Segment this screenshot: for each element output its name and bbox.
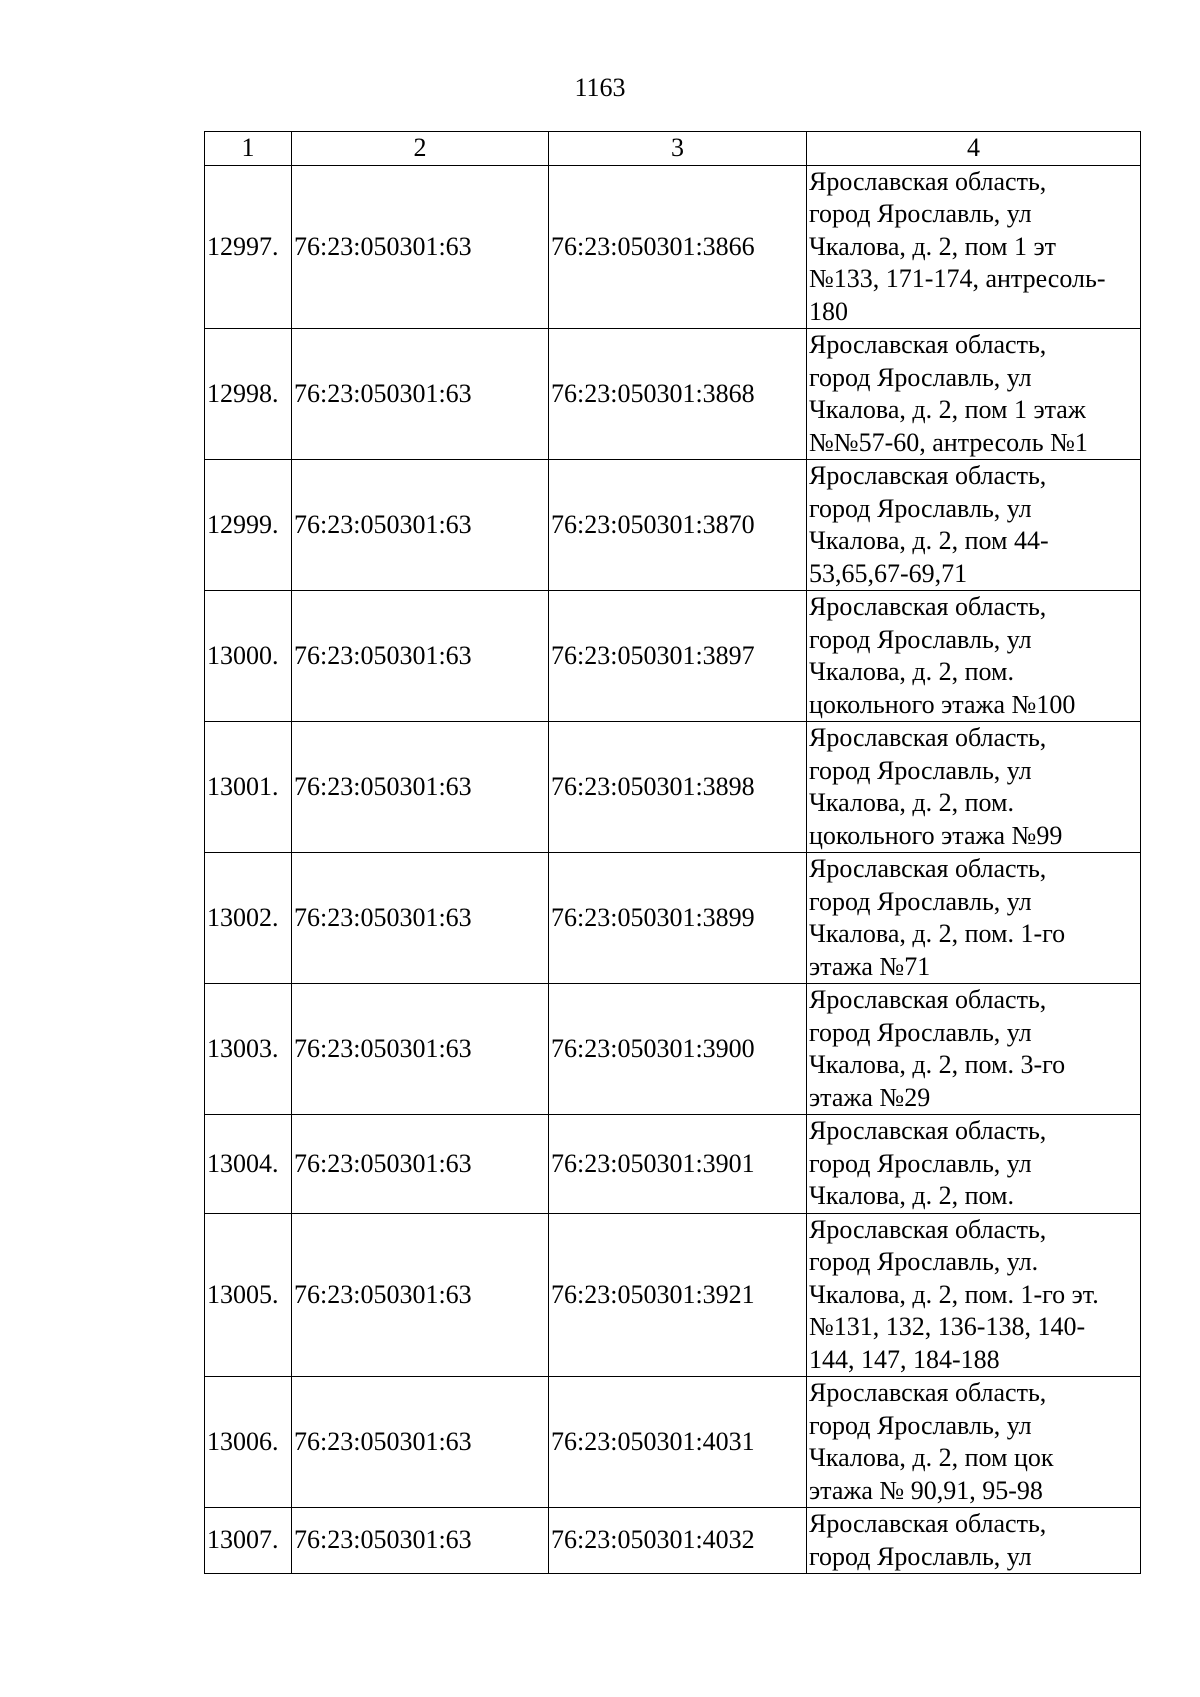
- cadastral-number-parent: 76:23:050301:63: [292, 1508, 549, 1574]
- address: Ярославская область, город Ярославль, ул Чкалова, д. 2, пом. цокольного этажа №99: [807, 722, 1141, 853]
- table-row: [205, 591, 1141, 722]
- table-row: [205, 1377, 1141, 1508]
- table-row: [205, 1508, 1141, 1574]
- page-number: 1163: [574, 73, 626, 102]
- cadastral-number: 76:23:050301:3898: [549, 722, 807, 853]
- cadastral-number-parent: 76:23:050301:63: [292, 853, 549, 984]
- address: Ярославская область, город Ярославль, ул: [807, 1508, 1141, 1574]
- row-number: 13000.: [205, 591, 292, 722]
- address: Ярославская область, город Ярославль, ул Чкалова, д. 2, пом 1 этаж №№57-60, антресоль №1: [807, 329, 1141, 460]
- cadastral-number: 76:23:050301:3901: [549, 1115, 807, 1214]
- column-header-2: 2: [292, 132, 549, 166]
- cadastral-number: 76:23:050301:3921: [549, 1213, 807, 1377]
- row-number: 13007.: [205, 1508, 292, 1574]
- address: Ярославская область, город Ярославль, ул Чкалова, д. 2, пом.: [807, 1115, 1141, 1214]
- cadastral-number-parent: 76:23:050301:63: [292, 329, 549, 460]
- cadastral-number-parent: 76:23:050301:63: [292, 1377, 549, 1508]
- row-number: 13006.: [205, 1377, 292, 1508]
- cadastral-number: 76:23:050301:3900: [549, 984, 807, 1115]
- cadastral-number-parent: 76:23:050301:63: [292, 1213, 549, 1377]
- table-row: [205, 722, 1141, 853]
- cadastral-number: 76:23:050301:3897: [549, 591, 807, 722]
- table-header-row: [205, 132, 1141, 166]
- cadastral-number-parent: 76:23:050301:63: [292, 591, 549, 722]
- table-row: [205, 165, 1141, 329]
- address: Ярославская область, город Ярославль, ул Чкалова, д. 2, пом 44- 53,65,67-69,71: [807, 460, 1141, 591]
- row-number: 13001.: [205, 722, 292, 853]
- table-row: [205, 1115, 1141, 1214]
- cadastral-number: 76:23:050301:4032: [549, 1508, 807, 1574]
- cadastral-number-parent: 76:23:050301:63: [292, 460, 549, 591]
- row-number: 13003.: [205, 984, 292, 1115]
- address: Ярославская область, город Ярославль, ул Чкалова, д. 2, пом 1 эт №133, 171-174, антресоль- 180: [807, 165, 1141, 329]
- row-number: 13005.: [205, 1213, 292, 1377]
- address: Ярославская область, город Ярославль, ул. Чкалова, д. 2, пом. 1-го эт. №131, 132, 136-138, 140- 144, 147, 184-188: [807, 1213, 1141, 1377]
- address: Ярославская область, город Ярославль, ул Чкалова, д. 2, пом. цокольного этажа №100: [807, 591, 1141, 722]
- column-header-4: 4: [807, 132, 1141, 166]
- table-row: [205, 984, 1141, 1115]
- row-number: 13004.: [205, 1115, 292, 1214]
- cadastral-number: 76:23:050301:3870: [549, 460, 807, 591]
- row-number: 12999.: [205, 460, 292, 591]
- table-row: [205, 329, 1141, 460]
- row-number: 12997.: [205, 165, 292, 329]
- cadastral-number: 76:23:050301:4031: [549, 1377, 807, 1508]
- column-header-3: 3: [549, 132, 807, 166]
- cadastral-number-parent: 76:23:050301:63: [292, 1115, 549, 1214]
- row-number: 13002.: [205, 853, 292, 984]
- cadastral-number-parent: 76:23:050301:63: [292, 984, 549, 1115]
- table-row: [205, 460, 1141, 591]
- address: Ярославская область, город Ярославль, ул Чкалова, д. 2, пом. 1-го этажа №71: [807, 853, 1141, 984]
- row-number: 12998.: [205, 329, 292, 460]
- registry-table: [204, 131, 1141, 1574]
- cadastral-number: 76:23:050301:3899: [549, 853, 807, 984]
- table-row: [205, 1213, 1141, 1377]
- table-row: [205, 853, 1141, 984]
- address: Ярославская область, город Ярославль, ул Чкалова, д. 2, пом. 3-го этажа №29: [807, 984, 1141, 1115]
- cadastral-number-parent: 76:23:050301:63: [292, 165, 549, 329]
- cadastral-number: 76:23:050301:3868: [549, 329, 807, 460]
- cadastral-number: 76:23:050301:3866: [549, 165, 807, 329]
- column-header-1: 1: [205, 132, 292, 166]
- cadastral-number-parent: 76:23:050301:63: [292, 722, 549, 853]
- address: Ярославская область, город Ярославль, ул Чкалова, д. 2, пом цок этажа № 90,91, 95-98: [807, 1377, 1141, 1508]
